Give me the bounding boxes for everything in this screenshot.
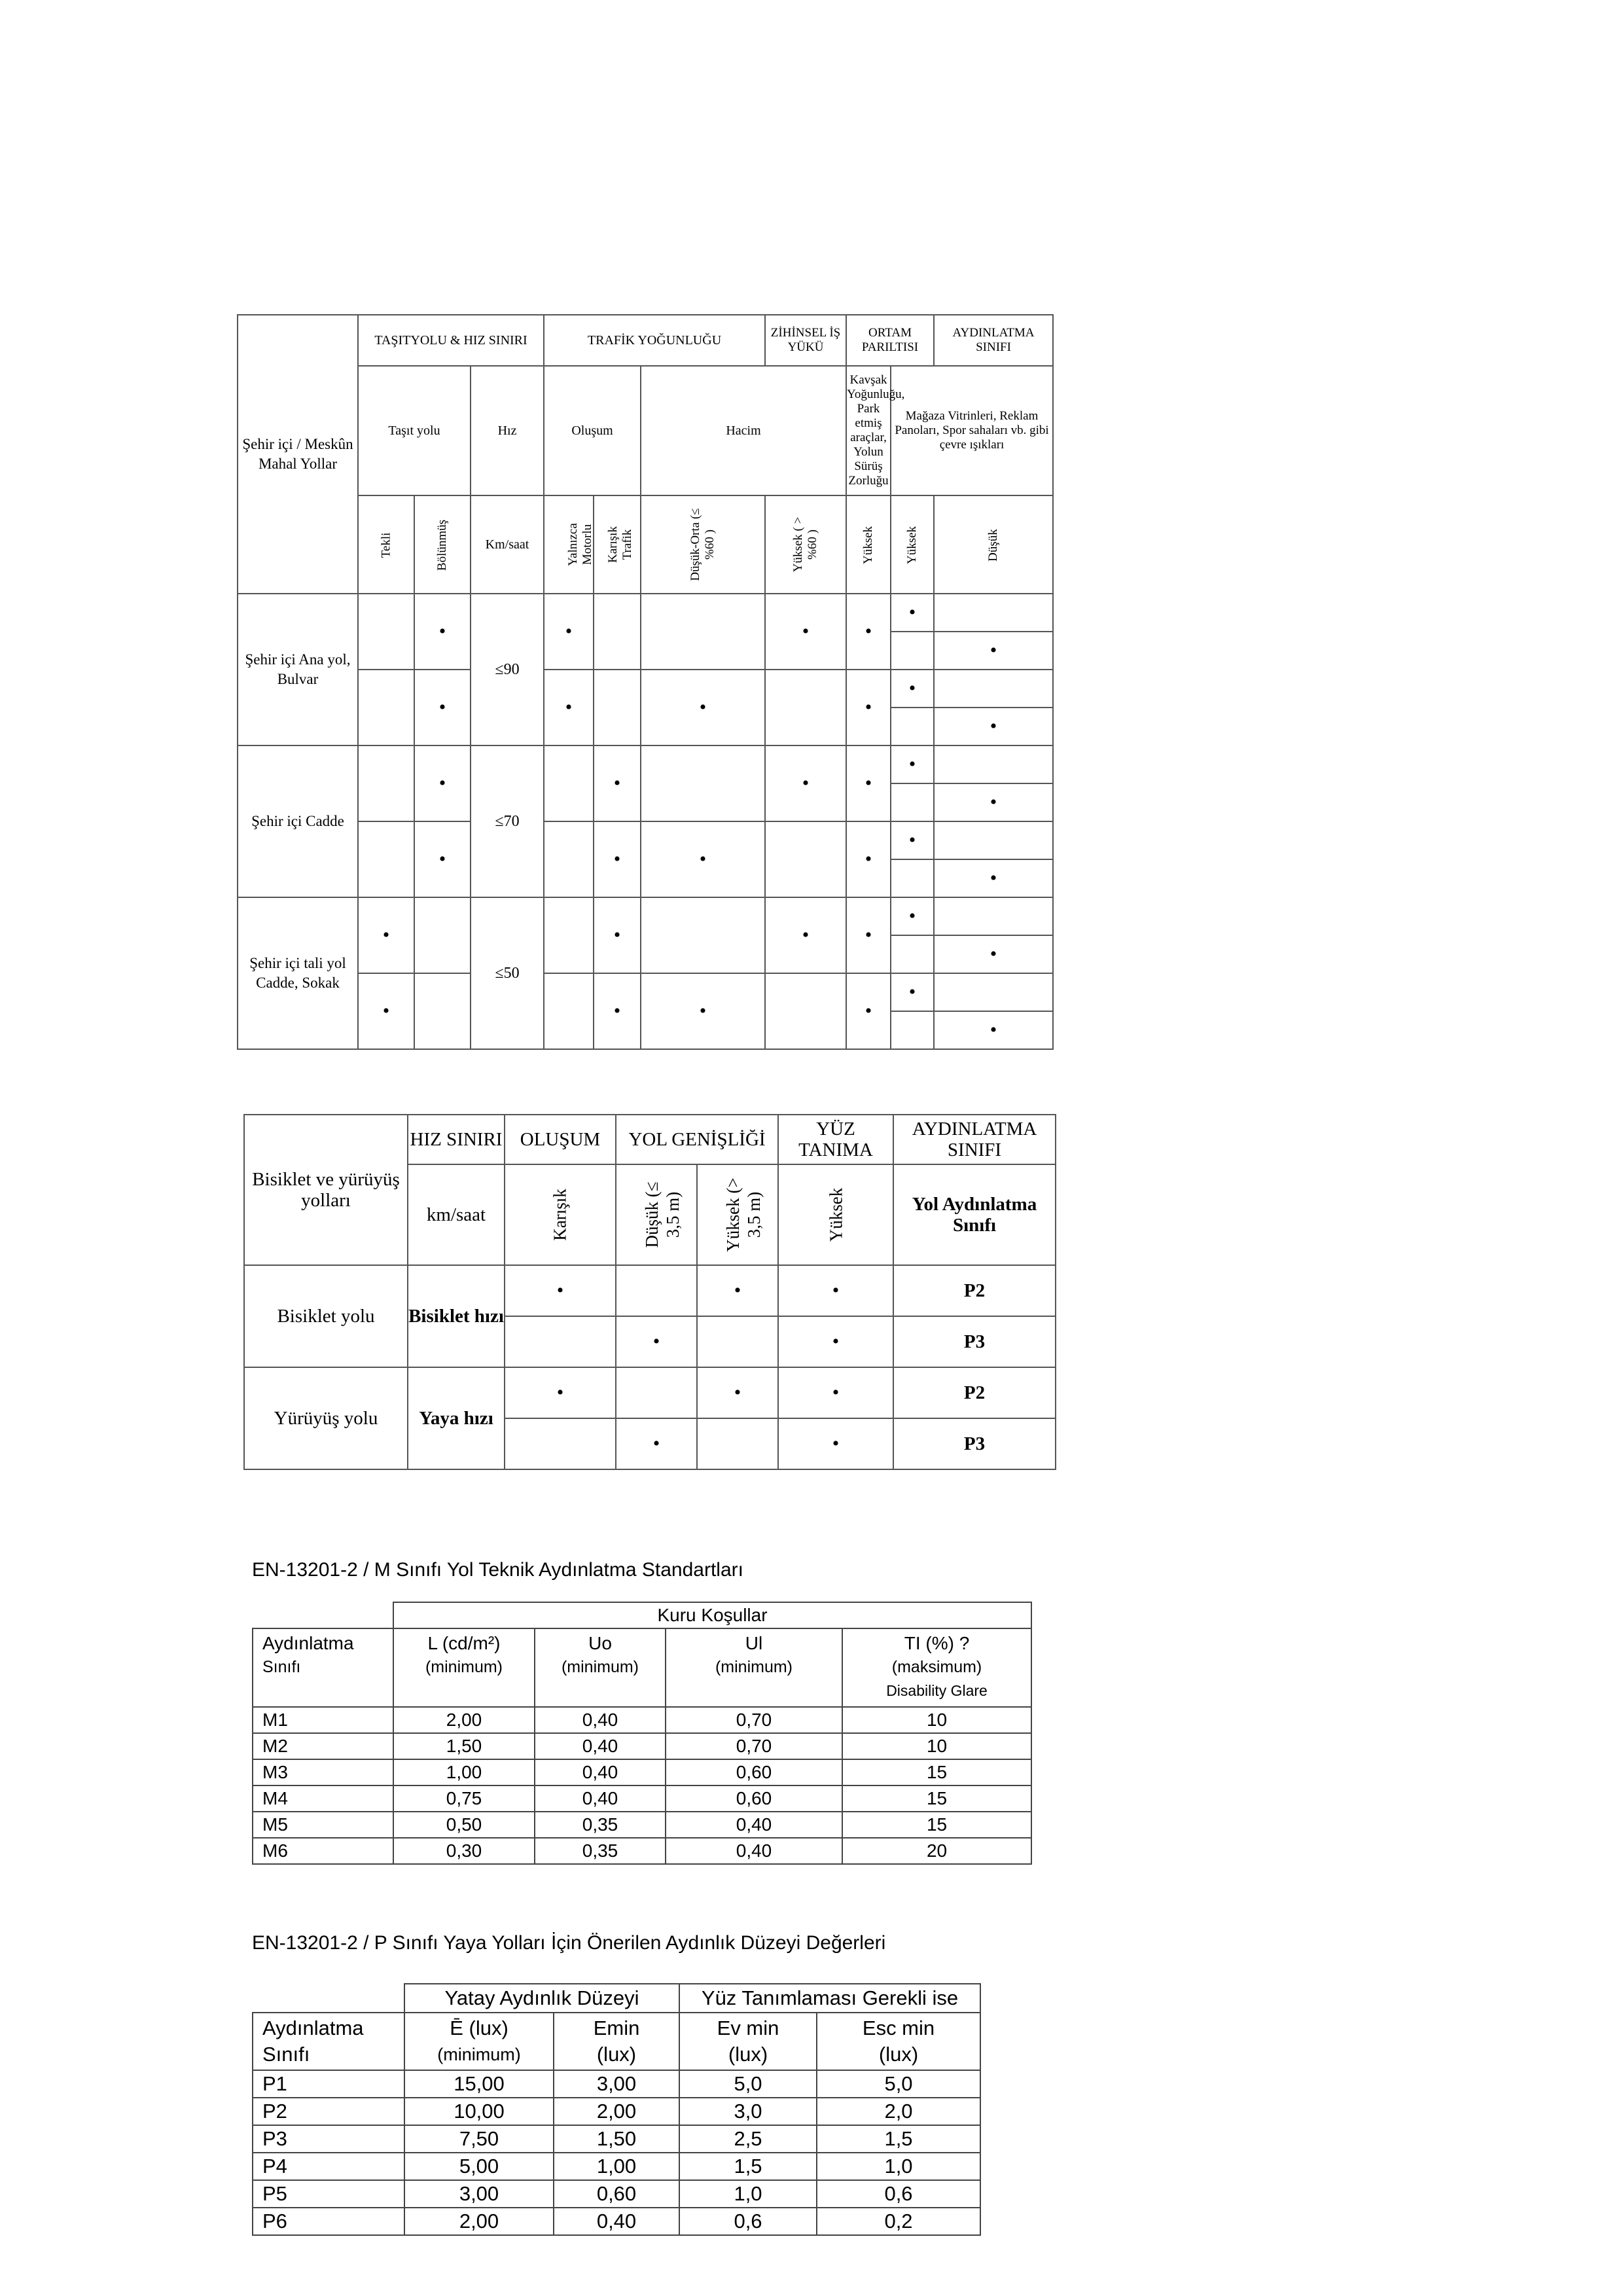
table-row — [253, 2153, 980, 2180]
dot: • — [734, 1280, 741, 1301]
col-ambient-low: Düşük — [986, 529, 1001, 562]
urban-road-class-table — [237, 314, 1054, 1050]
dot: • — [438, 848, 446, 870]
class-desc: Yol Aydınlatma Sınıfı — [893, 1164, 1056, 1265]
corner-label: Bisiklet ve yürüyüş yolları — [244, 1115, 408, 1265]
dot: • — [865, 696, 872, 718]
cell: 15 — [842, 1812, 1031, 1838]
table-row — [253, 2180, 980, 2208]
sub-mental-desc: Kavşak Yoğunluğu, Park etmiş araçlar, Yolun Sürüş Zorluğu — [846, 366, 891, 495]
cell: 0,35 — [535, 1812, 666, 1838]
cell: 0,60 — [554, 2180, 679, 2208]
dot: • — [613, 924, 621, 946]
m-class-caption: EN-13201-2 / M Sınıfı Yol Teknik Aydınlatma Standartları — [252, 1559, 743, 1581]
cell: 0,40 — [535, 1733, 666, 1759]
h-face-recognition: YÜZ TANIMA — [778, 1115, 893, 1164]
h-ul: Ul — [745, 1633, 763, 1653]
dot: • — [699, 999, 707, 1022]
dot: • — [908, 980, 916, 1003]
row-label-main: Şehir içi Ana yol, Bulvar — [238, 594, 358, 745]
h-uo-sub: (minimum) — [561, 1658, 639, 1676]
dot: • — [990, 715, 997, 737]
dot: • — [802, 772, 810, 794]
speed-walk: Yaya hızı — [408, 1367, 505, 1469]
dot: • — [832, 1382, 840, 1403]
cell: M4 — [253, 1785, 393, 1812]
dot: • — [908, 829, 916, 851]
h-ti: TI (%) ? — [904, 1633, 970, 1653]
dot: • — [832, 1331, 840, 1352]
bike-pedestrian-class-table — [243, 1114, 1056, 1470]
group-road-speed: TAŞITYOLU & HIZ SINIRI — [358, 315, 544, 366]
dot: • — [990, 942, 997, 965]
dot: • — [565, 696, 573, 718]
h-e-avg: Ē (lux) — [450, 2017, 508, 2039]
h-emin: Emin — [593, 2017, 640, 2039]
table-row — [253, 1838, 1031, 1864]
dot: • — [382, 999, 390, 1022]
h-class: Aydınlatma — [262, 1633, 354, 1653]
sub-ambient-desc: Mağaza Vitrinleri, Reklam Panoları, Spor sahaları vb. gibi çevre ışıkları — [891, 366, 1053, 495]
cell: 0,60 — [666, 1759, 842, 1785]
group-horizontal: Yatay Aydınlık Düzeyi — [404, 1984, 679, 2013]
group-class: AYDINLATMA SINIFI — [934, 315, 1053, 366]
cell: 0,40 — [535, 1785, 666, 1812]
dot: • — [556, 1280, 564, 1301]
dot: • — [908, 905, 916, 927]
dot: • — [908, 601, 916, 623]
row-label-walk: Yürüyüş yolu — [244, 1367, 408, 1469]
cell: 0,40 — [666, 1838, 842, 1864]
sub-volume: Hacim — [641, 366, 846, 495]
dot: • — [990, 867, 997, 889]
table-row — [253, 2098, 980, 2125]
dot: • — [438, 696, 446, 718]
cell: M1 — [253, 1707, 393, 1733]
dot: • — [908, 677, 916, 699]
cell: 20 — [842, 1838, 1031, 1864]
col-mixed: Karışık Trafik — [606, 526, 635, 563]
cell: 2,5 — [679, 2125, 817, 2153]
cell: 5,00 — [404, 2153, 554, 2180]
h-speed: HIZ SINIRI — [408, 1115, 505, 1164]
cell: 0,40 — [535, 1707, 666, 1733]
class-cell: P2 — [893, 1367, 1056, 1418]
cell: 1,0 — [679, 2180, 817, 2208]
cell: 0,6 — [679, 2208, 817, 2235]
h-luminance-sub: (minimum) — [425, 1658, 503, 1676]
dot: • — [699, 696, 707, 718]
cell: 2,0 — [817, 2098, 980, 2125]
cell: 15 — [842, 1759, 1031, 1785]
dot: • — [865, 772, 872, 794]
col-motor-only: Yalnızca Motorlu — [566, 522, 595, 566]
sub-speed: Hız — [471, 366, 544, 495]
dot: • — [734, 1382, 741, 1403]
cell: 0,40 — [535, 1759, 666, 1785]
cell: 5,0 — [679, 2070, 817, 2098]
class-cell: P3 — [893, 1418, 1056, 1469]
cell: 10,00 — [404, 2098, 554, 2125]
group-traffic: TRAFİK YOĞUNLUĞU — [544, 315, 765, 366]
dot: • — [613, 848, 621, 870]
speed-bike: Bisiklet hızı — [408, 1265, 505, 1367]
cell: 0,40 — [666, 1812, 842, 1838]
cell: M3 — [253, 1759, 393, 1785]
cell: 3,00 — [554, 2070, 679, 2098]
dot: • — [865, 924, 872, 946]
col-ambient-high: Yüksek — [905, 526, 919, 565]
h-class: AYDINLATMA SINIFI — [893, 1115, 1056, 1164]
cell: P1 — [253, 2070, 404, 2098]
cell: 0,6 — [817, 2180, 980, 2208]
table-row — [253, 1759, 1031, 1785]
h-esc-min: Esc min — [862, 2017, 935, 2039]
row-label-bike: Bisiklet yolu — [244, 1265, 408, 1367]
col-narrow: Düşük (≤ 3,5 m) — [642, 1181, 683, 1248]
speed-limit: ≤90 — [471, 594, 544, 745]
cell: 0,75 — [393, 1785, 535, 1812]
cell: P3 — [253, 2125, 404, 2153]
h-ti-sub: (maksimum) — [891, 1658, 982, 1676]
cell: 1,5 — [817, 2125, 980, 2153]
cell: 3,0 — [679, 2098, 817, 2125]
table-row — [253, 1785, 1031, 1812]
col-wide: Yüksek (> 3,5 m) — [723, 1177, 764, 1252]
col-face-high: Yüksek — [826, 1187, 846, 1242]
cell: 0,70 — [666, 1707, 842, 1733]
cell: M5 — [253, 1812, 393, 1838]
h-formation: OLUŞUM — [505, 1115, 616, 1164]
cell: 0,2 — [817, 2208, 980, 2235]
cell: 15 — [842, 1785, 1031, 1812]
dot: • — [802, 924, 810, 946]
m-class-standards-table — [252, 1602, 1032, 1865]
cell: 5,0 — [817, 2070, 980, 2098]
cell: 2,00 — [554, 2098, 679, 2125]
cell: P4 — [253, 2153, 404, 2180]
p-class-caption: EN-13201-2 / P Sınıfı Yaya Yolları İçin Önerilen Aydınlık Düzeyi Değerleri — [252, 1932, 886, 1954]
cell: 1,00 — [554, 2153, 679, 2180]
dot: • — [556, 1382, 564, 1403]
sub-formation: Oluşum — [544, 366, 641, 495]
sub-road: Taşıt yolu — [358, 366, 471, 495]
col-high-volume: Yüksek ( > %60 ) — [791, 516, 820, 572]
speed-limit: ≤70 — [471, 745, 544, 897]
group-mental-load: ZİHİNSEL İŞ YÜKÜ — [765, 315, 846, 366]
col-mixed: Karışık — [550, 1189, 570, 1241]
group-face: Yüz Tanımlaması Gerekli ise — [679, 1984, 980, 2013]
table-row — [253, 2070, 980, 2098]
dot: • — [438, 620, 446, 642]
col-divided: Bölünmüş — [435, 519, 449, 571]
speed-limit: ≤50 — [471, 897, 544, 1049]
dot: • — [613, 772, 621, 794]
col-kmh: km/saat — [408, 1164, 505, 1265]
h-class-2: Sınıfı — [262, 1658, 301, 1676]
cell: 15,00 — [404, 2070, 554, 2098]
cell: M2 — [253, 1733, 393, 1759]
table-row — [253, 1707, 1031, 1733]
h-emin-sub: (lux) — [596, 2043, 637, 2066]
dot: • — [865, 620, 872, 642]
dot: • — [565, 620, 573, 642]
cell: 7,50 — [404, 2125, 554, 2153]
class-cell: P2 — [893, 1265, 1056, 1316]
h-esc-min-sub: (lux) — [878, 2043, 919, 2066]
dot: • — [802, 620, 810, 642]
dot: • — [865, 999, 872, 1022]
h-ev-min-sub: (lux) — [728, 2043, 768, 2066]
p-class-illuminance-table — [252, 1983, 981, 2236]
cell: 10 — [842, 1707, 1031, 1733]
h-luminance: L (cd/m²) — [427, 1633, 501, 1653]
h-ev-min: Ev min — [717, 2017, 779, 2039]
dot: • — [832, 1280, 840, 1301]
cell: 0,70 — [666, 1733, 842, 1759]
cell: M6 — [253, 1838, 393, 1864]
h-class: Aydınlatma — [262, 2017, 364, 2039]
dot: • — [832, 1433, 840, 1454]
row-label-street: Şehir içi Cadde — [238, 745, 358, 897]
dot: • — [990, 1018, 997, 1041]
corner-label: Şehir içi / Meskûn Mahal Yollar — [238, 315, 358, 594]
cell: P2 — [253, 2098, 404, 2125]
table-row — [253, 1812, 1031, 1838]
table-row — [253, 2125, 980, 2153]
dot: • — [652, 1331, 660, 1352]
cell: 1,0 — [817, 2153, 980, 2180]
dot: • — [613, 999, 621, 1022]
dot: • — [382, 924, 390, 946]
col-low-mid: Düşük-Orta (≤ %60 ) — [688, 507, 717, 581]
cell: 1,5 — [679, 2153, 817, 2180]
h-uo: Uo — [588, 1633, 612, 1653]
dot: • — [699, 848, 707, 870]
h-road-width: YOL GENİŞLİĞİ — [616, 1115, 778, 1164]
cell: 0,50 — [393, 1812, 535, 1838]
dot: • — [865, 848, 872, 870]
row-label-side-street: Şehir içi tali yol Cadde, Sokak — [238, 897, 358, 1049]
h-ti-sub2: Disability Glare — [886, 1682, 988, 1699]
h-e-avg-sub: (minimum) — [437, 2045, 521, 2064]
cell: 0,40 — [554, 2208, 679, 2235]
cell: 1,50 — [554, 2125, 679, 2153]
dot: • — [652, 1433, 660, 1454]
cell: 2,00 — [404, 2208, 554, 2235]
table-row — [253, 1733, 1031, 1759]
h-class-2: Sınıfı — [262, 2043, 310, 2066]
col-kmh: Km/saat — [471, 495, 544, 594]
cell: 2,00 — [393, 1707, 535, 1733]
cell: 1,00 — [393, 1759, 535, 1785]
dot: • — [908, 753, 916, 775]
table-row — [253, 2208, 980, 2235]
h-ul-sub: (minimum) — [715, 1658, 793, 1676]
dot: • — [990, 639, 997, 661]
cell: 0,60 — [666, 1785, 842, 1812]
cell: P6 — [253, 2208, 404, 2235]
dot: • — [438, 772, 446, 794]
col-mental-high: Yüksek — [861, 526, 876, 565]
class-cell: P3 — [893, 1316, 1056, 1367]
cell: 3,00 — [404, 2180, 554, 2208]
cell: 0,30 — [393, 1838, 535, 1864]
condition-header: Kuru Koşullar — [393, 1602, 1031, 1628]
cell: P5 — [253, 2180, 404, 2208]
group-ambient: ORTAM PARILTISI — [846, 315, 934, 366]
cell: 10 — [842, 1733, 1031, 1759]
cell: 0,35 — [535, 1838, 666, 1864]
col-single: Tekli — [379, 532, 393, 558]
dot: • — [990, 791, 997, 813]
cell: 1,50 — [393, 1733, 535, 1759]
